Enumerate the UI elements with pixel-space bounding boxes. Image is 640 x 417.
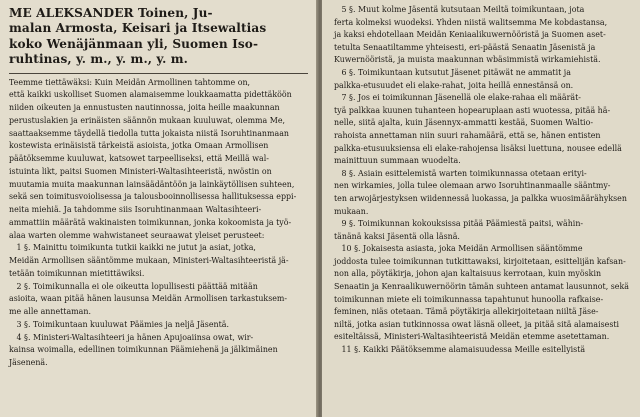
left-body-text bbox=[9, 77, 308, 370]
text-line: 6 §. Toimikuntaan kutsutut Jäsenet pitäwät ne ammatit ja bbox=[334, 67, 571, 77]
text-line: perustuslakien ja erinäisten säännön mukaan kuuluwat, olemma Me, bbox=[9, 115, 286, 125]
text-line: asioita, waan pitää hänen lausunsa Meidän Armollisen tarkastuksem- bbox=[9, 294, 288, 304]
text-line: toimikunnan miete eli toimikunnassa tapahtunut hunoolla rafkaise- bbox=[334, 294, 604, 304]
right-body-text bbox=[334, 4, 632, 357]
text-line: non alla, pöytäkirja, johon ajan kaltaisuus kerrotaan, kuin myöskin bbox=[334, 269, 602, 279]
text-line: joddosta tulee toimikunnan tutkittawaksi, kirjoitetaan, esittelijän kafsan- bbox=[334, 256, 626, 266]
text-line: muutamia muita maakunnan lainsäädäntöön ja lainkäytöllisen suhteen, bbox=[9, 179, 295, 189]
text-line: 9 §. Toimikunnan kokouksissa pitää Päämiestä paitsi, wähin- bbox=[334, 219, 584, 229]
text-line: nelle, siitä ajalta, kuin Jäsennyx-ammatti kestää, Suomen Waltio- bbox=[334, 118, 593, 128]
text-line: mainittuun summaan wuodelta. bbox=[334, 156, 461, 166]
title-line: ME ALEKSANDER Toinen, Ju- bbox=[9, 6, 213, 20]
text-line: nen wirkamies, jolla tulee olemaan arwo Isoruhtinanmaalle sääntmy- bbox=[334, 181, 611, 191]
text-line: tänänä kaksi Jäsentä olla läsnä. bbox=[334, 231, 460, 241]
text-line: ja kaksi ehdotellaan Meidän Keniaalikuwernööristä ja Suomen aset- bbox=[334, 30, 606, 40]
text-line: niiden oikeuten ja ennustusten nautinnossa, joita heille maakunnan bbox=[9, 103, 280, 113]
title-line: koko Wenäjänmaan yli, Suomen Iso- bbox=[9, 36, 259, 51]
text-line: että kaikki uskolliset Suomen alamaisemme loukkaamatta pidettäköön bbox=[9, 90, 292, 100]
text-line: me alle annettaman. bbox=[9, 307, 91, 317]
text-line: 2 §. Toimikunnalla ei ole oikeutta lopullisesti päättää mitään bbox=[9, 281, 258, 291]
text-line: istuinta likt, paitsi Suomen Ministeri-Waltasihteeristä, nwöstin on bbox=[9, 166, 272, 176]
text-line: Jäsenenä. bbox=[9, 358, 48, 368]
text-line: tyä palkkaa kuunen tuhanteen hopearuplaan asti wuotessa, pitää hä- bbox=[334, 105, 611, 115]
text-line: tetulta Senaatiltamme yhteisesti, eri-päästä Senaatin Jäsenistä ja bbox=[334, 42, 596, 52]
text-line: mukaan. bbox=[334, 206, 369, 216]
text-line: alaa warten olemme wahwistaneet seuraawat yleiset perusteet: bbox=[9, 230, 265, 240]
text-line: Teemme tiettäwäksi: Kuin Meidän Armollinen tahtomme on, bbox=[9, 77, 251, 87]
text-line: 4 §. Ministeri-Waltasihteeri ja hänen Apujoaiinsa owat, wir- bbox=[9, 332, 254, 342]
text-line: saattaaksemme täydellä tiedolla tutta jokaista niistä Isoruhtinanmaan bbox=[9, 128, 289, 138]
text-line: 8 §. Asiain esittelemistä warten toimikunnassa otetaan erityi- bbox=[334, 168, 587, 178]
text-line: 7 §. Jos ei toimikunnan Jäsenellä ole elake-rahaa eli määrät- bbox=[334, 93, 581, 103]
text-line: niltä, jotka asian tutkinnossa owat läsnä olleet, ja pitää sitä alamaisesti bbox=[334, 319, 620, 329]
text-line: 1 §. Mainittu toimikunta tutkii kaikki ne jutut ja asiat, jotka, bbox=[9, 243, 256, 253]
text-line: 3 §. Toimikuntaan kuuluwat Päämies ja neljä Jäsentä. bbox=[9, 319, 229, 329]
text-line: palkka-etusuuksiensa eli elake-rahojensa lisäksi luettuna, nousee edellä bbox=[334, 143, 622, 153]
text-line: kostewista erinäisistä tärkeistä asioista, jotka Omaan Armollisen bbox=[9, 141, 269, 151]
text-line: Senaatin ja Kenraalikuwernöörin tämän suhteen antamat lausunnot, sekä bbox=[334, 282, 629, 292]
text-line: kainsa woimalla, edellinen toimikunnan Päämiehenä ja jälkimäinen bbox=[9, 345, 278, 355]
text-line: palkka-etusuudet eli elake-rahat, joita heillä ennestänsä on. bbox=[334, 80, 574, 90]
text-line: Kuwernööristä, ja muista maakunnan wbäsimmistä wirkamiehistä. bbox=[334, 55, 601, 65]
text-line: ten arwojärjestyksen wiidennessä luokassa, ja palkka wuosimäärähyksen bbox=[334, 193, 627, 203]
text-line: päätöksemme kuuluwat, katsowet tarpeelliseksi, että Meillä wal- bbox=[9, 154, 269, 164]
text-line: Meidän Armollisen sääntömme mukaan, Ministeri-Waltasihteeristä jä- bbox=[9, 256, 289, 266]
text-line: esiteltäissä, Ministeri-Waltasihteeristä Meidän etemme asetettaman. bbox=[334, 332, 610, 342]
text-line: rahoista annettaman niin suuri rahamäärä, että se, hänen entisten bbox=[334, 130, 601, 140]
decree-title bbox=[9, 6, 308, 68]
text-line: 5 §. Muut kolme Jäsentä kutsutaan Meiltä toimikuntaan, jota bbox=[334, 5, 585, 14]
text-line: feminen, niäs otetaan. Tämä pöytäkirja allekirjoitetaan niiltä Jäse- bbox=[334, 307, 599, 317]
text-line: 10 §. Jokaisesta asiasta, joka Meidän Armollisen sääntömme bbox=[334, 244, 583, 254]
right-page bbox=[322, 0, 640, 417]
text-line: tetään toimikunnan mietittäwiksi. bbox=[9, 268, 145, 278]
title-divider bbox=[9, 73, 308, 74]
text-line: ammattiin määrätä wakinaisten toimikunnan, jonka kokoomista ja työ- bbox=[9, 217, 292, 227]
left-page bbox=[0, 0, 318, 417]
title-line: malan Armosta, Keisari ja Itsewaltias bbox=[9, 21, 267, 36]
text-line: neita miehiä. Ja tahdomme siis Isoruhtinanmaan Waltasihteeri- bbox=[9, 205, 262, 215]
title-line: ruhtinas, y. m., y. m., y. m. bbox=[9, 52, 188, 67]
text-line: 11 §. Kaikki Päätöksemme alamaisuudessa Meille esitellyistä bbox=[334, 345, 586, 355]
text-line: ferta kolmeksi wuodeksi. Yhden niistä walitsemma Me kobdastansa, bbox=[334, 17, 608, 27]
text-line: sekä sen toimitusvoiolisessa ja talousbooinnollisessa hallituksessa eppi- bbox=[9, 192, 297, 202]
